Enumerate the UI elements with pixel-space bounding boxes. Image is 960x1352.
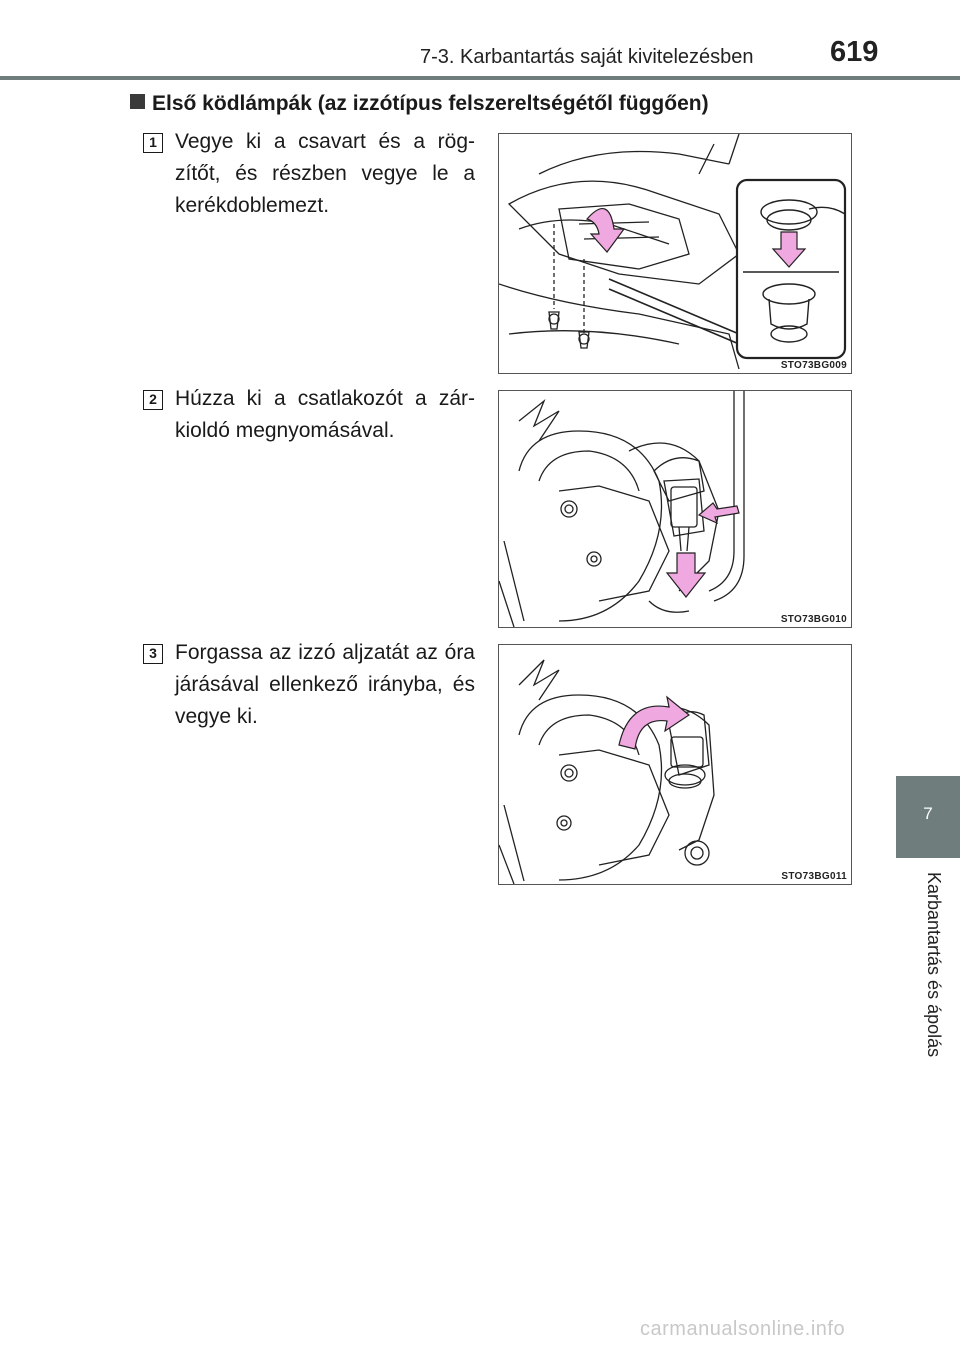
figure-code-2: STO73BG010 xyxy=(780,614,847,625)
chapter-tab xyxy=(896,776,960,858)
fog-lamp-connector-illustration xyxy=(499,391,851,627)
section-heading-text: Első ködlámpák (az izzótípus felszereltségétől függően) xyxy=(152,92,709,115)
section-heading xyxy=(130,92,709,116)
chapter-title: 7-3. Karbantartás saját kivitelezésben xyxy=(420,46,754,68)
bulb-socket-illustration xyxy=(499,645,851,884)
page-number: 619 xyxy=(830,36,879,68)
step-text-3: Forgassa az izzó aljzatát az óra járásával ellenkező irányba, és vegye ki. xyxy=(175,641,475,728)
header-rule xyxy=(0,76,960,80)
figure-code-1: STO73BG009 xyxy=(780,360,847,371)
step-text-2: Húzza ki a csatlakozót a zár-kioldó megnyomásával. xyxy=(175,387,475,442)
fog-lamp-cover-illustration xyxy=(499,134,851,373)
figure-step-2 xyxy=(498,390,852,628)
chapter-side-label: Karbantartás és ápolás xyxy=(924,872,944,1058)
figure-code-3: STO73BG011 xyxy=(781,871,847,882)
figure-step-3 xyxy=(498,644,852,885)
square-bullet-icon xyxy=(130,94,145,109)
step-number-1: 1 xyxy=(143,133,163,153)
figure-step-1 xyxy=(498,133,852,374)
step-number-3: 3 xyxy=(143,644,163,664)
step-number-2: 2 xyxy=(143,390,163,410)
watermark: carmanualsonline.info xyxy=(640,1318,846,1340)
chapter-tab-number: 7 xyxy=(923,804,933,823)
step-text-1: Vegye ki a csavart és a rög-zítőt, és részben vegye le a kerékdoblemezt. xyxy=(175,130,475,217)
